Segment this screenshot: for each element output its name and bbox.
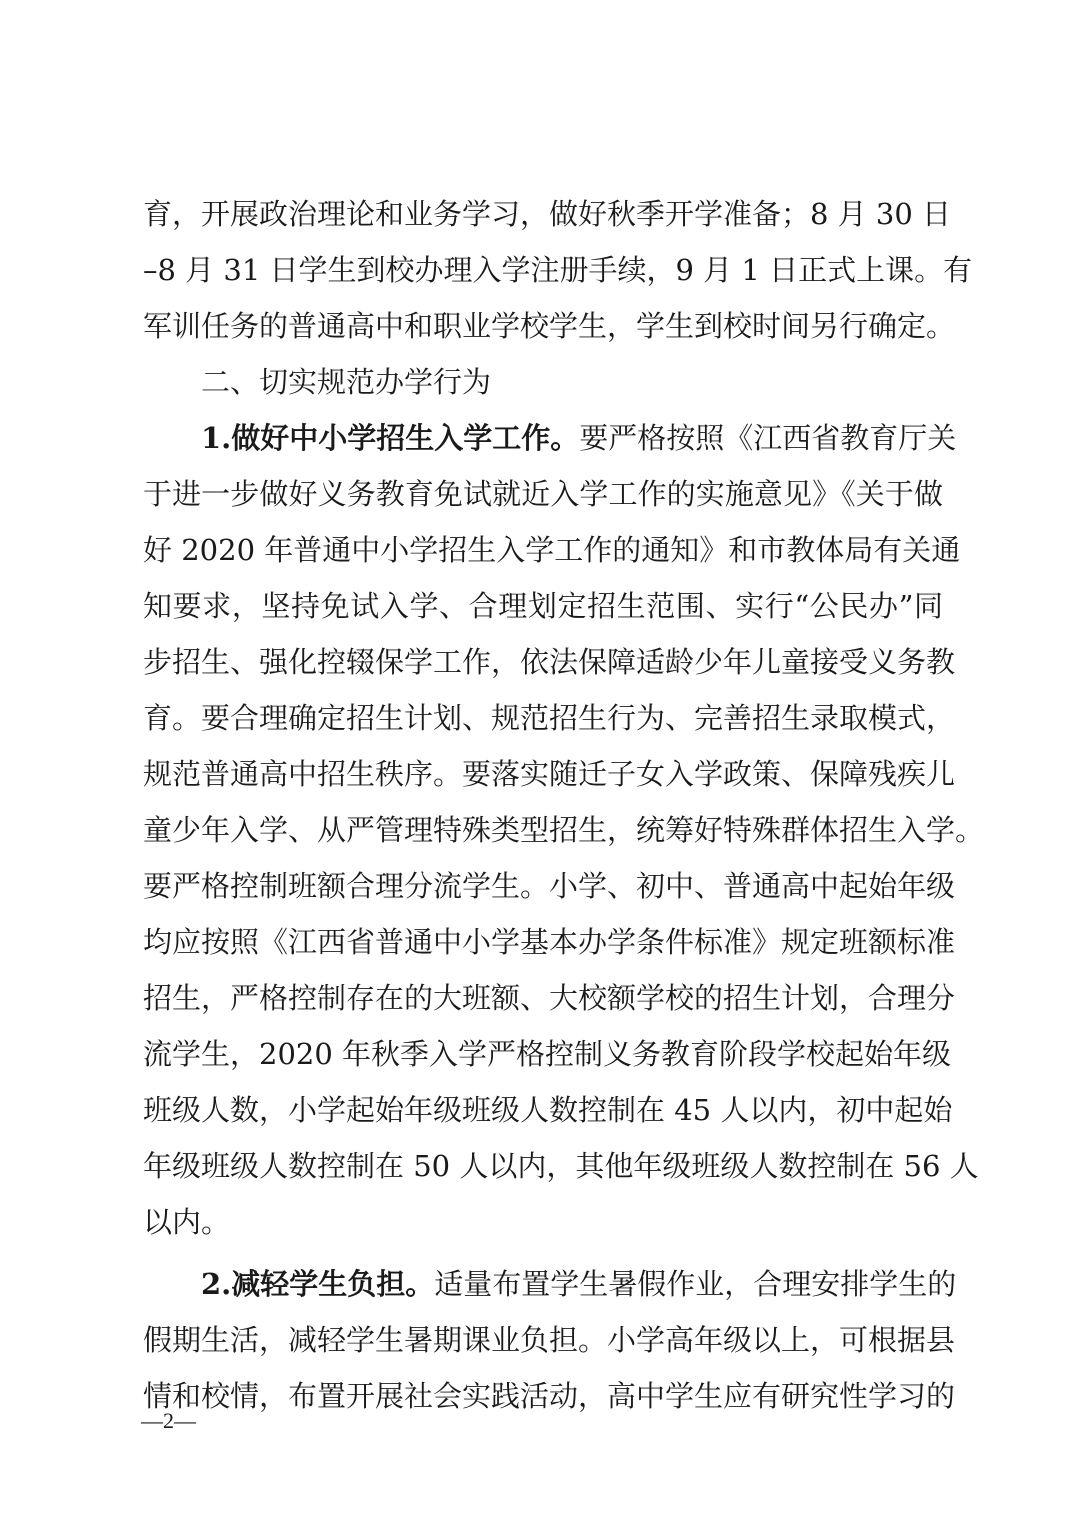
paragraph-line: 童少年入学、从严管理特殊类型招生，统筹好特殊群体招生入学。	[143, 813, 985, 847]
paragraph-line: 于进一步做好义务教育免试就近入学工作的实施意见》《关于做	[143, 477, 943, 511]
item-text: 适量布置学生暑假作业，合理安排学生的	[434, 1267, 957, 1301]
paragraph-line	[143, 1256, 957, 1312]
paragraph-line: 年级班级人数控制在 50 人以内，其他年级班级人数控制在 56 人	[143, 1149, 979, 1183]
paragraph-line: 好 2020 年普通中小学招生入学工作的通知》和市教体局有关通	[143, 533, 961, 567]
paragraph-line: 军训任务的普通高中和职业学校学生，学生到校时间另行确定。	[143, 309, 956, 343]
page-number: —2—	[141, 1408, 196, 1433]
paragraph-line: 知要求，坚持免试入学、合理划定招生范围、实行“公民办”同	[143, 589, 943, 623]
document-body	[143, 186, 985, 1424]
item-text: 要严格按照《江西省教育厅关	[579, 421, 957, 455]
item-heading: 2.减轻学生负担。	[201, 1267, 435, 1301]
paragraph-line: 步招生、强化控辍保学工作，依法保障适龄少年儿童接受义务教	[143, 645, 956, 679]
paragraph-line: 育，开展政治理论和业务学习，做好秋季开学准备；8 月 30 日	[143, 197, 952, 231]
paragraph-line: 班级人数，小学起始年级班级人数控制在 45 人以内，初中起始	[143, 1093, 953, 1127]
paragraph-line: 招生，严格控制存在的大班额、大校额学校的招生计划，合理分	[143, 981, 956, 1015]
paragraph-line: 流学生，2020 年秋季入学严格控制义务教育阶段学校起始年级	[143, 1037, 952, 1071]
paragraph-line	[143, 410, 957, 466]
section-heading: 二、切实规范办学行为	[201, 365, 492, 399]
paragraph-line: 情和校情，布置开展社会实践活动，高中学生应有研究性学习的	[143, 1379, 956, 1413]
item-heading: 1.做好中小学招生入学工作。	[201, 421, 580, 455]
paragraph-line: 假期生活，减轻学生暑期课业负担。小学高年级以上，可根据县	[143, 1323, 956, 1357]
paragraph-line: –8 月 31 日学生到校办理入学注册手续，9 月 1 日正式上课。有	[143, 253, 973, 287]
paragraph-line: 要严格控制班额合理分流学生。小学、初中、普通高中起始年级	[143, 869, 956, 903]
paragraph-line: 育。要合理确定招生计划、规范招生行为、完善招生录取模式，	[143, 701, 956, 735]
paragraph-line: 均应按照《江西省普通中小学基本办学条件标准》规定班额标准	[143, 925, 956, 959]
paragraph-line: 规范普通高中招生秩序。要落实随迁子女入学政策、保障残疾儿	[143, 757, 956, 791]
paragraph-line: 以内。	[143, 1205, 231, 1239]
